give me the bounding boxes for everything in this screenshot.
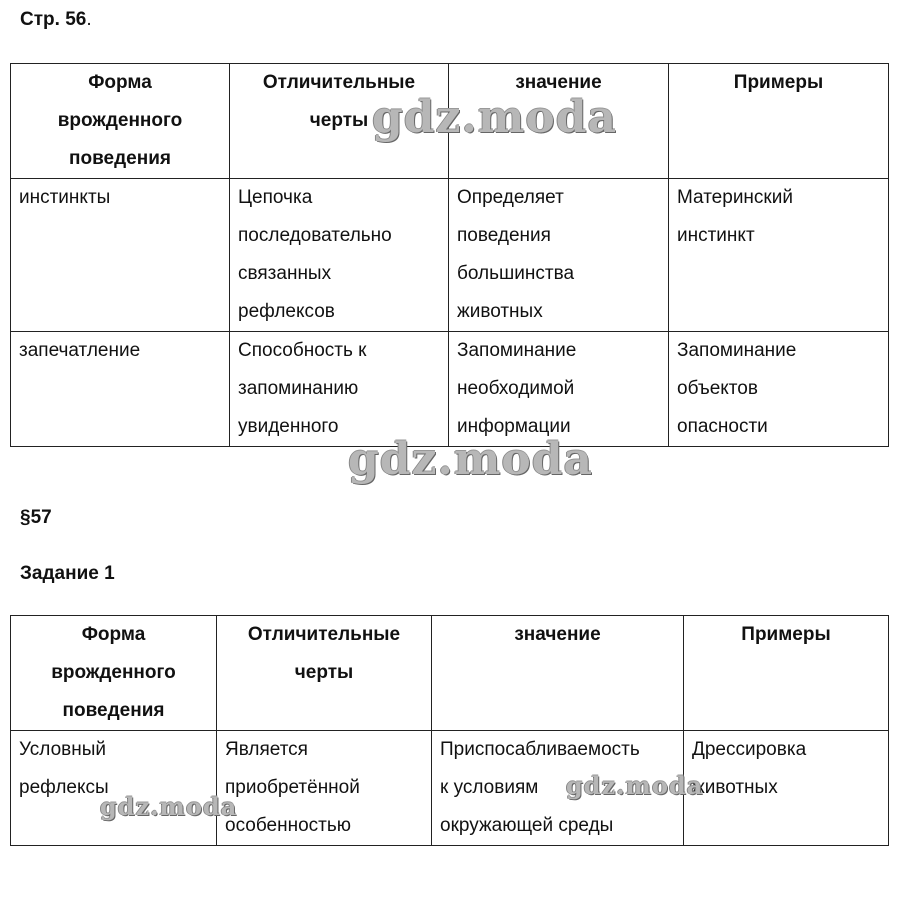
header-cell-meaning: значение (432, 616, 684, 731)
table-row (11, 179, 889, 332)
table-cell: запечатление (11, 332, 230, 447)
table-cell: Материнский инстинкт (669, 179, 889, 332)
table-cell: Дрессировка животных (684, 731, 889, 846)
page-heading-label: Стр. 56 (20, 9, 87, 30)
table-header-row (11, 64, 889, 179)
watermark-logo: gdz.moda (566, 771, 704, 800)
header-cell-meaning: значение (449, 64, 669, 179)
table-cell: Запоминание необходимой информации (449, 332, 669, 447)
header-cell-features: Отличительные черты (230, 64, 449, 179)
table-row (11, 332, 889, 447)
watermark-logo: gdz.moda (348, 434, 594, 485)
header-cell-examples: Примеры (669, 64, 889, 179)
section-number: §57 (20, 507, 52, 528)
table-header-row (11, 616, 889, 731)
table-innate-behavior-task1 (10, 615, 889, 846)
table-cell: Цепочка последовательно связанных рефлексов (230, 179, 449, 332)
table-cell: Способность к запоминанию увиденного (230, 332, 449, 447)
header-cell-form: Форма врожденного поведения (11, 64, 230, 179)
header-cell-features: Отличительные черты (217, 616, 432, 731)
header-cell-examples: Примеры (684, 616, 889, 731)
task-title: Задание 1 (20, 563, 115, 584)
table-cell: Является приобретённой особенностью (217, 731, 432, 846)
page-heading (20, 9, 92, 31)
header-cell-form: Форма врожденного поведения (11, 616, 217, 731)
table-innate-behavior-p56 (10, 63, 889, 447)
table-cell: инстинкты (11, 179, 230, 332)
watermark-logo: gdz.moda (372, 92, 618, 143)
table-cell: Приспосабливаемость к условиям окружающей среды (432, 731, 684, 846)
table-row (11, 731, 889, 846)
table-cell: Условный рефлексы (11, 731, 217, 846)
table-cell: Определяет поведения большинства животных (449, 179, 669, 332)
page-heading-dot: . (86, 9, 92, 30)
table-cell: Запоминание объектов опасности (669, 332, 889, 447)
watermark-logo: gdz.moda (100, 792, 238, 821)
